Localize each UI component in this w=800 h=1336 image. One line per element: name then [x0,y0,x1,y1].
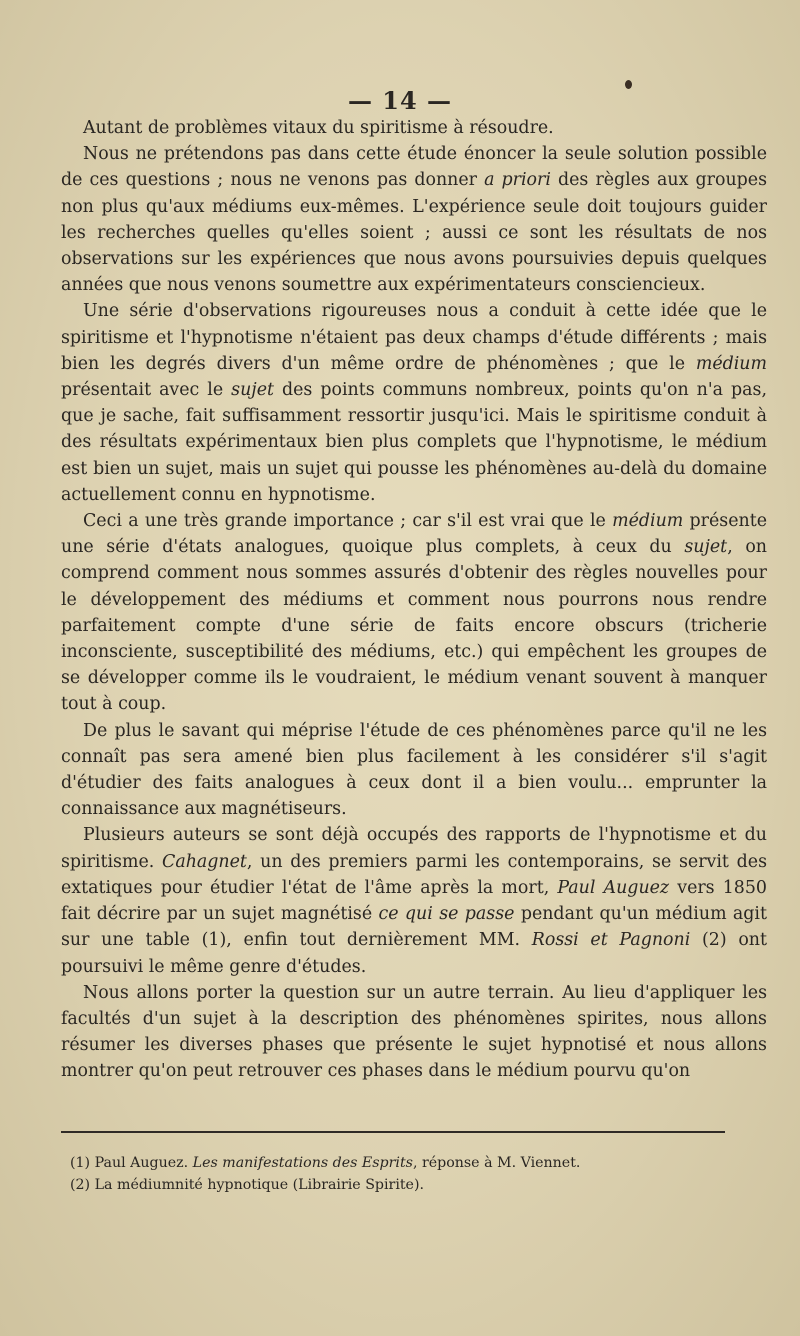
text-run: , un des premiers parmi les contemporains, se servit des extatiques pour étudier l'état de l'âme après la mort, [61,851,767,898]
paragraph [61,822,767,979]
text-run: présente une série d'états analogues, quoique plus complets, à ceux du [61,511,767,558]
text-run: vers 1850 fait décrire par un sujet magnétisé [61,877,768,925]
italic-text-run: sujet [231,380,274,401]
text-run: Nous ne prétendons pas dans cette étude énoncer la seule solution possible de ces questions ; nous ne venons pas donner [61,144,767,191]
text-run: des points communs nombreux, points qu'on n'a pas, que je sache, fait suffisamment ressortir jusqu'ici. Mais le spiritisme conduit à des résultats expérimentaux bien plus complets que l'hypnotisme, le médium est bien un sujet, mais un sujet qui pousse les phénomènes au-delà du domaine actuellement connu en hypnotisme. [61,380,767,505]
text-run: , on comprend comment nous sommes assurés d'obtenir des règles nouvelles pour le développement des médiums et comment nous pourrons nous rendre parfaitement compte d'une série de faits encore obscurs (tricherie inconsciente, susceptibilité des médiums, etc.) qui empêchent les groupes de se développer comme ils le voudraient, le médium venant souvent à manquer tout à coup. [61,537,767,715]
italic-text-run: Cahagnet [162,851,247,872]
text-run: , réponse à M. Viennet. [412,1155,581,1171]
text-run: des règles aux groupes non plus qu'aux médiums eux-mêmes. L'expérience seule doit toujours guider les recherches quelles qu'elles soient ; aussi ce sont les résultats de nos observations sur les expériences que nous avons poursuivies depuis quelques années que nous venons soumettre aux expérimentateurs consciencieux. [61,170,767,296]
page-number: — 14 — [347,86,453,115]
text-run: Une série d'observations rigoureuses nous a conduit à cette idée que le spiritisme et l'hypnotisme n'étaient pas deux champs d'étude différents ; mais bien les degrés divers d'un même ordre de phénomènes ; que le [61,301,767,374]
footnote [70,1152,730,1174]
text-run: Autant de problèmes vitaux du spiritisme à résoudre. [83,118,554,138]
text-run: De plus le savant qui méprise l'étude de ces phénomènes parce qu'il ne les connaît pas sera amené bien plus facilement à les considérer s'il s'agit d'étudier des faits analogues à ceux dont il a bien voulu... emprunter la connaissance aux magnétiseurs. [61,720,767,820]
italic-text-run: ce qui se passe [378,904,515,925]
italic-text-run: médium [695,353,767,374]
text-run: Ceci a une très grande importance ; car s'il est vrai que le [83,511,613,532]
text-run: (1) Paul Auguez. [70,1155,193,1171]
text-run: pendant qu'un médium agit sur une table (1), enfin tout dernièrement MM. [61,904,767,951]
paragraph [61,115,767,141]
paragraph [61,718,767,823]
text-run: Nous allons porter la question sur un autre terrain. Au lieu d'appliquer les facultés d'un sujet à la description des phénomènes spirites, nous allons résumer les diverses phases que présente le sujet hypnotisé et nous allons montrer qu'on peut retrouver ces phases dans le médium pourvu qu'on [61,982,767,1082]
text-run: présentait avec le [61,380,232,401]
italic-text-run: sujet [684,537,728,558]
footnote-rule [61,1131,725,1133]
italic-text-run: a priori [484,170,551,191]
text-run: (2) La médiumnité hypnotique (Librairie Spirite). [70,1177,424,1193]
italic-text-run: Rossi et Pagnoni [531,930,691,951]
italic-text-run: médium [612,511,684,532]
italic-text-run: Les manifestations des Esprits [192,1155,413,1171]
italic-text-run: Paul Auguez [557,877,670,898]
main-text [61,115,767,1085]
text-run: Plusieurs auteurs se sont déjà occupés des rapports de l'hypnotisme et du spiritisme. [61,825,767,872]
footnotes [70,1152,730,1196]
footnote [70,1174,730,1196]
paragraph [61,508,767,718]
paragraph [61,980,767,1085]
paragraph [61,298,767,508]
paragraph [61,141,767,298]
text-run: (2) ont poursuivi le même genre d'études. [61,930,767,977]
